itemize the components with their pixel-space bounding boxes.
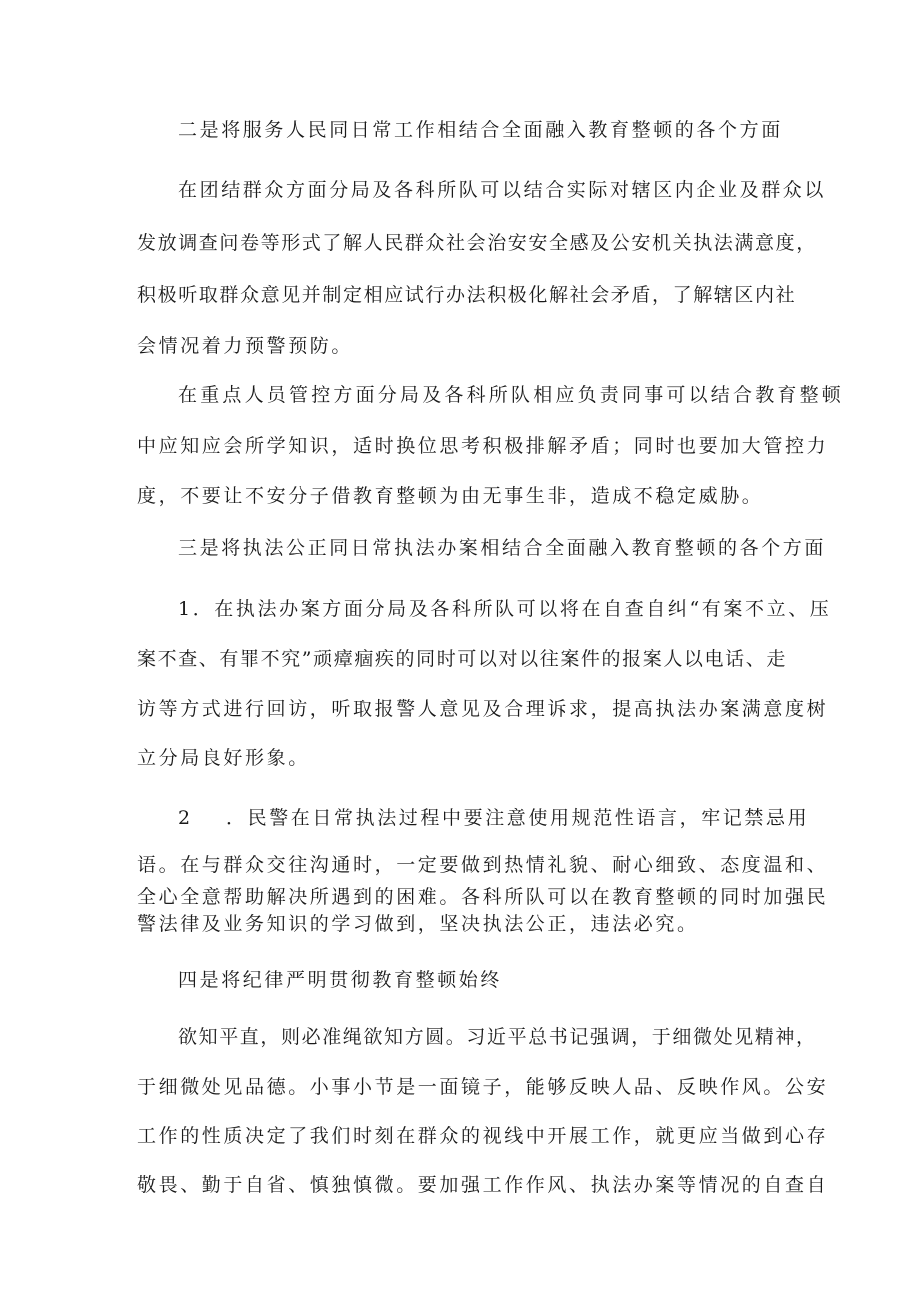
paragraph-line: 工作的性质决定了我们时刻在群众的视线中开展工作，就更应当做到心存 bbox=[137, 1125, 829, 1147]
paragraph-line: 发放调查问卷等形式了解人民群众社会治安安全感及公安机关执法满意度， bbox=[137, 232, 817, 254]
paragraph-line: 在团结群众方面分局及各科所队可以结合实际对辖区内企业及群众以 bbox=[178, 179, 827, 201]
paragraph-line: 于细微处见品德。小事小节是一面镜子，能够反映人品、反映作风。公安 bbox=[137, 1076, 829, 1098]
paragraph-line: 语。在与群众交往沟通时，一定要做到热情礼貌、耐心细致、态度温和、 bbox=[137, 854, 829, 876]
paragraph-line: 在重点人员管控方面分局及各科所队相应负责同事可以结合教育整顿 bbox=[178, 384, 845, 406]
paragraph-line: 警法律及业务知识的学习做到，坚决执法公正，违法必究。 bbox=[137, 913, 699, 935]
paragraph-line: 全心全意帮助解决所遇到的困难。各科所队可以在教育整顿的同时加强民 bbox=[137, 886, 829, 908]
paragraph-line: 会情况着力预警预防。 bbox=[137, 335, 354, 357]
section-heading-2: 二是将服务人民同日常工作相结合全面融入教育整顿的各个方面 bbox=[178, 119, 783, 141]
section-heading-4: 四是将纪律严明贯彻教育整顿始终 bbox=[178, 969, 503, 991]
paragraph-line: 立分局良好形象。 bbox=[137, 747, 310, 769]
paragraph-line: 度，不要让不安分子借教育整顿为由无事生非，造成不稳定威胁。 bbox=[137, 485, 764, 507]
paragraph-line: 欲知平直，则必准绳欲知方圆。习近平总书记强调，于细微处见精神， bbox=[178, 1026, 817, 1048]
paragraph-line: 案不查、有罪不究”顽瘴痼疾的同时可以对以往案件的报案人以电话、走 bbox=[137, 648, 787, 670]
paragraph-line: ．民警在日常执法过程中要注意使用规范性语言，牢记禁忌用 bbox=[226, 807, 810, 829]
paragraph-line: 1．在执法办案方面分局及各科所队可以将在自查自纠“有案不立、压 bbox=[178, 598, 832, 620]
paragraph-line: 中应知应会所学知识，适时换位思考积极排解矛盾；同时也要加大管控力 bbox=[137, 435, 829, 457]
paragraph-line: 访等方式进行回访，听取报警人意见及合理诉求，提高执法办案满意度树 bbox=[137, 698, 829, 720]
list-number: 2 bbox=[178, 807, 193, 829]
paragraph-line: 敬畏、勤于自省、慎独慎微。要加强工作作风、执法办案等情况的自查自 bbox=[137, 1174, 829, 1196]
paragraph-line: 积极听取群众意见并制定相应试行办法积极化解社会矛盾，了解辖区内社 bbox=[137, 284, 797, 306]
section-heading-3: 三是将执法公正同日常执法办案相结合全面融入教育整顿的各个方面 bbox=[178, 537, 827, 559]
